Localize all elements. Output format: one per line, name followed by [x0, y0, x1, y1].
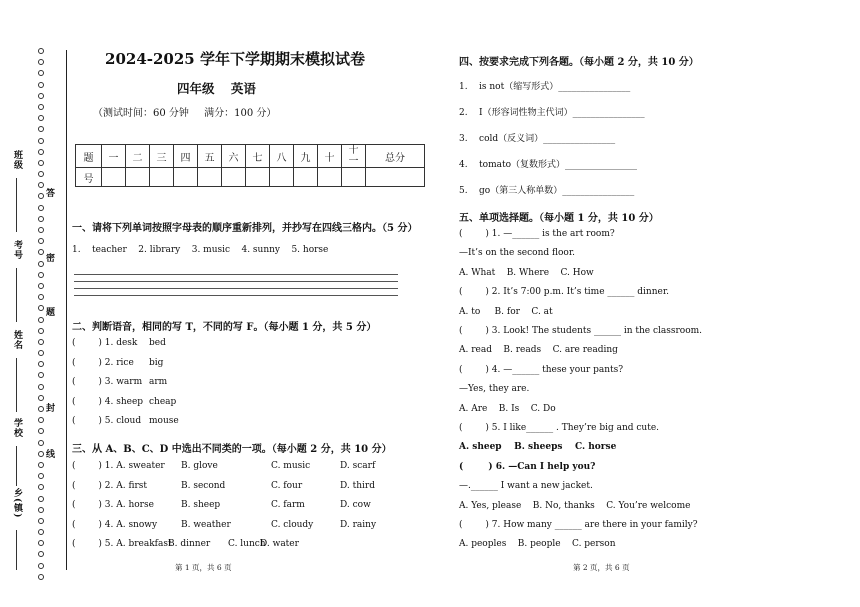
judge-item	[72, 397, 272, 409]
option-a: ( ) 1. A. sweater	[72, 461, 165, 471]
perforation-dot	[38, 182, 44, 188]
choice-line: A. What B. Where C. How	[459, 267, 594, 278]
score-cell[interactable]	[270, 168, 294, 187]
option-b: B. weather	[181, 519, 231, 530]
perforation-dot	[38, 462, 44, 468]
writing-line	[74, 288, 398, 289]
choice-line: ( ) 7. How many ______ are there in your family?	[459, 520, 698, 530]
perforation-dot	[38, 328, 44, 334]
seal-char-1: 答	[46, 185, 55, 200]
fill-item: 2. I（形容词性物主代词）________________	[459, 108, 645, 118]
odd-one-out-item	[72, 539, 382, 551]
section3-heading: 三、从 A、B、C、D 中选出不同类的一项。（每小题 2 分，共 10 分）	[72, 444, 392, 455]
score-col-6: 六	[222, 145, 246, 168]
score-cell[interactable]	[318, 168, 342, 187]
option-b: B. dinner	[168, 539, 211, 549]
fill-item: 3. cold（反义词）________________	[459, 134, 616, 144]
option-d: D. water	[260, 539, 299, 549]
perforation-dot	[38, 149, 44, 155]
option-a: ( ) 5. A. breakfast	[72, 539, 172, 549]
perforation-dot	[38, 160, 44, 166]
perforation-dot	[38, 563, 44, 569]
choice-line: ( ) 2. It’s 7:00 p.m. It’s time ______ dinner.	[459, 287, 670, 298]
score-col-7: 七	[246, 145, 270, 168]
option-c: C. four	[271, 480, 303, 491]
perforation-dot	[38, 417, 44, 423]
section1-words: 1. teacher 2. library 3. music 4. sunny 5. horse	[72, 245, 329, 255]
underline-township	[16, 530, 17, 570]
option-b: B. glove	[181, 461, 218, 471]
perforation-dot	[38, 238, 44, 244]
perforation-dot	[38, 82, 44, 88]
judge-word: bed	[149, 338, 166, 348]
exam-info	[93, 104, 288, 119]
option-b: B. second	[181, 480, 226, 491]
label-class: 班级	[12, 150, 22, 170]
judge-question: ( ) 3. warm	[72, 377, 143, 387]
score-cell[interactable]	[174, 168, 198, 187]
score-table-label-bottom: 号	[76, 168, 102, 187]
option-c: C. cloudy	[271, 519, 314, 530]
perforation-dot	[38, 361, 44, 367]
underline-school	[16, 446, 17, 486]
page-footer-right: 第 2 页，共 6 页	[573, 563, 630, 572]
perforation-dot	[38, 440, 44, 446]
perforation-dot	[38, 115, 44, 121]
choice-line: A. Are B. Is C. Do	[459, 403, 556, 414]
underline-name	[16, 358, 17, 412]
perforation-dot	[38, 261, 44, 267]
perforation-dot	[38, 193, 44, 199]
option-d: D. scarf	[340, 461, 376, 471]
score-col-8: 八	[270, 145, 294, 168]
perforation-dot	[38, 48, 44, 54]
label-exam-no: 考号	[12, 240, 22, 260]
odd-one-out-item	[72, 500, 382, 512]
score-cell[interactable]	[198, 168, 222, 187]
option-d: D. third	[340, 480, 375, 491]
label-name: 姓名	[12, 330, 22, 350]
perforation-dot	[38, 518, 44, 524]
writing-line	[74, 295, 398, 296]
perforation-dot	[38, 350, 44, 356]
underline-exam-no	[16, 268, 17, 322]
option-a: ( ) 4. A. snowy	[72, 519, 158, 530]
perforation-dot	[38, 574, 44, 580]
choice-line: ( ) 4. —______ these your pants?	[459, 364, 624, 375]
score-col-1: 一	[102, 145, 126, 168]
odd-one-out-item	[72, 481, 382, 493]
perforation-dot	[38, 551, 44, 557]
score-col-2: 二	[126, 145, 150, 168]
perforation-dot	[38, 406, 44, 412]
option-a: ( ) 2. A. first	[72, 480, 147, 491]
perforation-dot	[38, 451, 44, 457]
perforation-dot	[38, 317, 44, 323]
choice-line: ( ) 6. —Can I help you?	[459, 461, 596, 472]
exam-title: 2024-2025 学年下学期期末模拟试卷	[105, 50, 365, 68]
perforation-dot	[38, 138, 44, 144]
perforation-dot	[38, 216, 44, 222]
score-table	[75, 144, 425, 187]
odd-one-out-item	[72, 461, 382, 473]
choice-line: ( ) 1. —______ is the art room?	[459, 229, 615, 239]
option-c: C. lunch	[228, 539, 266, 549]
perforation-dot	[38, 372, 44, 378]
exam-subtitle: 四年级 英语	[177, 81, 256, 96]
score-col-11	[342, 145, 366, 168]
choice-line: ( ) 5. I like______ . They’re big and cute.	[459, 423, 659, 433]
judge-item	[72, 358, 272, 370]
judge-question: ( ) 4. sheep	[72, 396, 144, 407]
perforation-dot	[38, 294, 44, 300]
option-d: D. cow	[340, 500, 371, 510]
judge-question: ( ) 1. desk	[72, 338, 138, 348]
perforation-dot	[38, 126, 44, 132]
judge-question: ( ) 5. cloud	[72, 416, 142, 426]
choice-line: —It’s on the second floor.	[459, 248, 576, 259]
binding-margin	[0, 0, 66, 607]
perforation-dot	[38, 283, 44, 289]
perforation-dot	[38, 93, 44, 99]
score-table-label-top: 题	[76, 145, 102, 168]
exam-time: （测试时间：60 分钟	[93, 108, 189, 119]
judge-item	[72, 338, 272, 350]
perforation-dot	[38, 473, 44, 479]
score-cell[interactable]	[246, 168, 270, 187]
perforation-dot	[38, 205, 44, 211]
choice-line: A. read B. reads C. are reading	[459, 345, 618, 356]
perforation-dot	[38, 249, 44, 255]
perforation-dot	[38, 339, 44, 345]
perforation-dot	[38, 104, 44, 110]
score-cell[interactable]	[294, 168, 318, 187]
score-col-10: 十	[318, 145, 342, 168]
choice-line: —.______ I want a new jacket.	[459, 481, 593, 492]
score-cell[interactable]	[222, 168, 246, 187]
option-c: C. music	[271, 461, 311, 471]
perforation-dot	[38, 384, 44, 390]
judge-word: big	[149, 357, 164, 368]
score-cell[interactable]	[126, 168, 150, 187]
section2-heading: 二、判断语音，相同的写 T，不同的写 F。（每小题 1 分，共 5 分）	[72, 322, 377, 333]
choice-line: —Yes, they are.	[459, 384, 530, 395]
perforation-dot	[38, 70, 44, 76]
score-col-3: 三	[150, 145, 174, 168]
section4-heading: 四、按要求完成下列各题。（每小题 2 分，共 10 分）	[459, 57, 699, 68]
judge-word: cheap	[149, 396, 177, 407]
perforation-dot	[38, 529, 44, 535]
perforation-dot	[38, 484, 44, 490]
score-col-5: 五	[198, 145, 222, 168]
binding-line	[66, 50, 67, 570]
score-col-11-top: 十	[348, 145, 359, 156]
score-col-total: 总分	[366, 145, 425, 168]
score-col-4: 四	[174, 145, 198, 168]
perforation-dot	[38, 305, 44, 311]
seal-char-4: 封	[46, 400, 55, 415]
writing-line	[74, 281, 398, 282]
seal-char-2: 密	[46, 250, 55, 265]
fill-item: 1. is not（缩写形式）________________	[459, 82, 631, 92]
choice-line: A. peoples B. people C. person	[459, 539, 616, 550]
underline-class	[16, 178, 17, 232]
score-cell-total[interactable]	[366, 168, 425, 187]
exam-full-score: 满分：100 分）	[204, 108, 277, 119]
option-b: B. sheep	[181, 500, 221, 510]
perforation-dot	[38, 227, 44, 233]
option-c: C. farm	[271, 500, 305, 510]
judge-word: mouse	[149, 416, 179, 426]
label-school: 学校	[12, 418, 22, 438]
judge-word: arm	[149, 377, 168, 387]
seal-char-5: 线	[46, 446, 55, 461]
seal-char-3: 题	[46, 304, 55, 319]
perforation-dot	[38, 171, 44, 177]
score-cell[interactable]	[102, 168, 126, 187]
score-cell[interactable]	[342, 168, 366, 187]
score-col-11-bottom: 一	[348, 156, 359, 167]
choice-line: A. Yes, please B. No, thanks C. You’re welcome	[459, 500, 691, 511]
page-footer-left: 第 1 页，共 6 页	[175, 563, 232, 572]
perforation-dot	[38, 395, 44, 401]
perforation-dot	[38, 496, 44, 502]
perforation-dots	[38, 48, 46, 585]
perforation-dot	[38, 428, 44, 434]
judge-item	[72, 377, 272, 389]
fill-item: 4. tomato（复数形式）________________	[459, 160, 638, 170]
section1-heading: 一、请将下列单词按照字母表的顺序重新排列，并抄写在四线三格内。（5 分）	[72, 223, 418, 234]
writing-line	[74, 274, 398, 275]
choice-line: A. to B. for C. at	[459, 306, 553, 317]
judge-item	[72, 416, 272, 428]
option-a: ( ) 3. A. horse	[72, 500, 154, 510]
choice-line: A. sheep B. sheeps C. horse	[459, 442, 617, 453]
score-col-9: 九	[294, 145, 318, 168]
section5-heading: 五、单项选择题。（每小题 1 分，共 10 分）	[459, 213, 659, 224]
fill-item: 5. go（第三人称单数）________________	[459, 186, 635, 196]
perforation-dot	[38, 272, 44, 278]
perforation-dot	[38, 59, 44, 65]
score-cell[interactable]	[150, 168, 174, 187]
label-township: 乡(镇)	[12, 488, 22, 519]
perforation-dot	[38, 540, 44, 546]
odd-one-out-item	[72, 520, 382, 532]
perforation-dot	[38, 507, 44, 513]
option-d: D. rainy	[340, 519, 377, 530]
judge-question: ( ) 2. rice	[72, 357, 134, 368]
choice-line: ( ) 3. Look! The students ______ in the classroom.	[459, 326, 703, 336]
